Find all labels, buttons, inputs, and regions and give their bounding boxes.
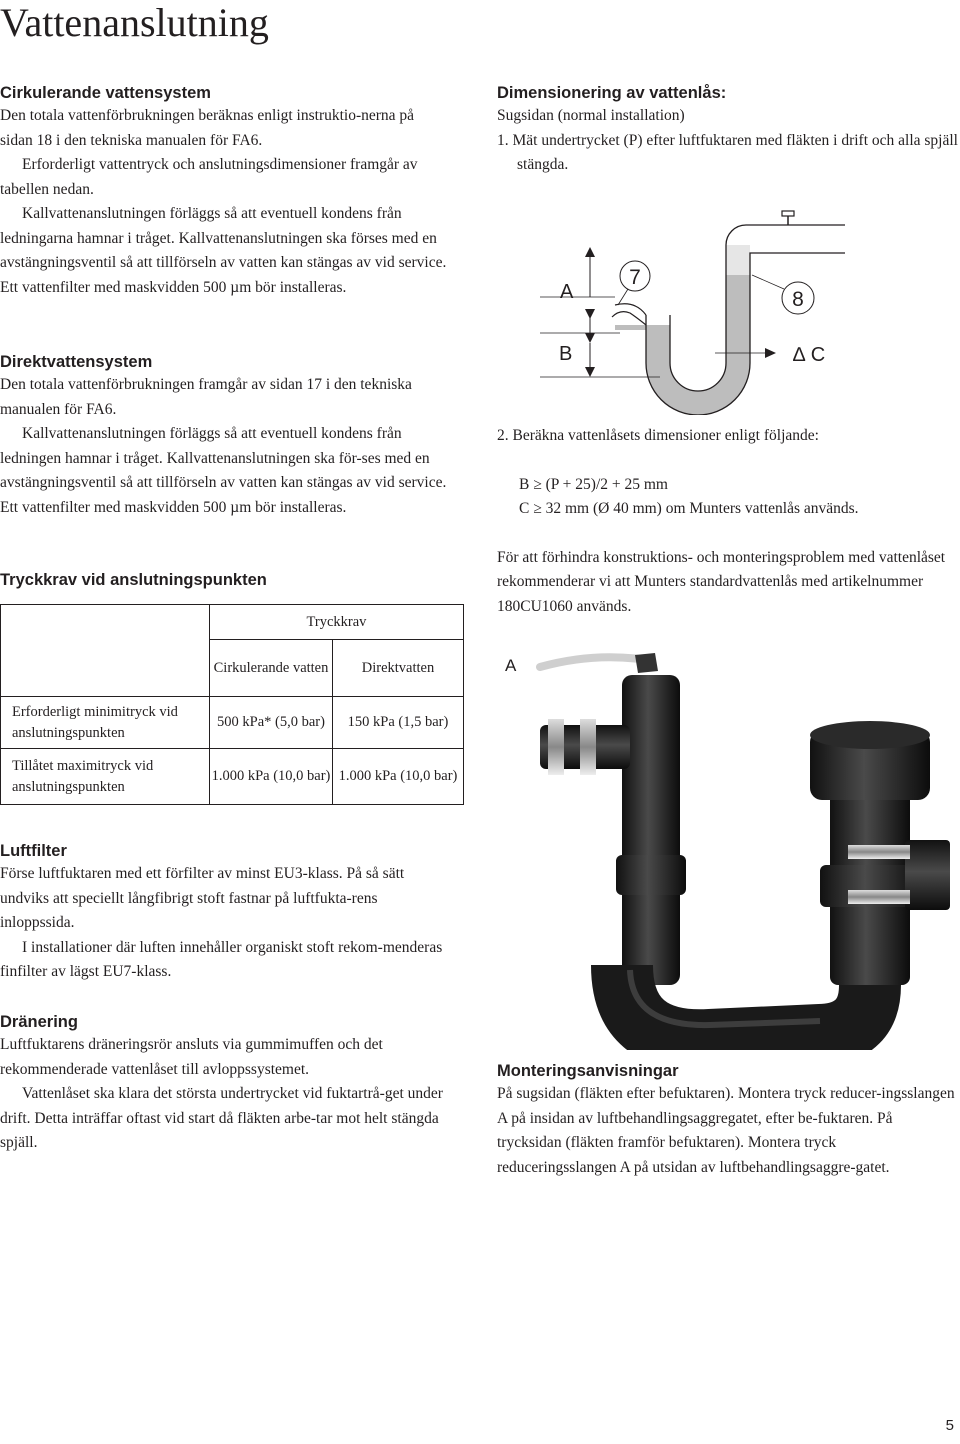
- table-group-header: Tryckkrav: [210, 605, 464, 640]
- table-cell: 1.000 kPa (10,0 bar): [210, 749, 333, 805]
- section-circulating: [0, 82, 450, 300]
- table-row-label: Erforderligt minimitryck vid anslutningspunkten: [1, 697, 210, 749]
- formula-c: C ≥ 32 mm (Ø 40 mm) om Munters vattenlås används.: [519, 500, 859, 517]
- table-cell: 150 kPa (1,5 bar): [333, 697, 464, 749]
- section-drain: [0, 1011, 450, 1156]
- trap-step-2: 2. Beräkna vattenlåsets dimensioner enligt följande:: [497, 427, 819, 444]
- drain-paragraph-2: Vattenlåset ska klara det största undertrycket vid fuktartrå-get under drift. Detta inträffar oftast vid start då fläkten arbe-tar mot helt stängda spjäll.: [0, 1085, 443, 1151]
- table-row-label: Tillåtet maximitryck vid anslutningspunkten: [1, 749, 210, 805]
- heading-mounting: Monteringsanvisningar: [497, 1062, 679, 1080]
- table-col-circulating: Cirkulerande vatten: [210, 640, 333, 697]
- water-trap-diagram: [540, 205, 860, 415]
- drain-paragraph-1: Luftfuktarens dräneringsrör ansluts via gummimuffen och det rekommenderade vattenlåset till avloppssystemet.: [0, 1036, 383, 1078]
- formula-b: B ≥ (P + 25)/2 + 25 mm: [519, 475, 668, 493]
- table-empty-corner: [1, 605, 210, 697]
- table-row: [1, 697, 464, 749]
- pressure-table: [0, 604, 464, 805]
- heading-drain: Dränering: [0, 1013, 78, 1031]
- heading-trap: Dimensionering av vattenlås:: [497, 84, 727, 102]
- water-trap-photo: [530, 635, 950, 1050]
- section-pressure: [0, 569, 450, 591]
- diagram-label-8: 8: [792, 288, 804, 311]
- table-cell: 500 kPa* (5,0 bar): [210, 697, 333, 749]
- section-filter: [0, 840, 450, 985]
- section-trap: [497, 82, 959, 178]
- heading-circulating: Cirkulerande vattensystem: [0, 84, 211, 102]
- diagram-label-a: A: [560, 281, 574, 303]
- direct-paragraph-2: Kallvattenanslutningen förläggs så att eventuell kondens från ledningen hamnar i tråget. Kallvattenanslutningen ska för-ses med en avstängningsventil så att tillförseln av vatten kan stängas av vid service. Ett vattenfilter med maskvidden 500 µm bör installeras.: [0, 425, 447, 516]
- trap-subheading: Sugsidan (normal installation): [497, 107, 685, 124]
- circ-paragraph-3: Kallvattenanslutningen förläggs så att eventuell kondens från ledningarna hamnar i tråget. Kallvattenanslutningen ska förses med en avstängningsventil så att tillförseln av vatten kan stängas av vid service. Ett vattenfilter med maskvidden 500 µm bör installeras.: [0, 205, 447, 296]
- filter-paragraph-1: Förse luftfuktaren med ett förfilter av minst EU3-klass. På så sätt undviks att speciellt långfibrigt stoft fastnar på luftfukta-rens inloppssida.: [0, 865, 405, 931]
- trap-step-1: 1. Mät undertrycket (P) efter luftfuktaren med fläkten i drift och alla spjäll stängda.: [497, 131, 958, 173]
- section-trap-calc: [497, 424, 959, 619]
- page-number: 5: [945, 1417, 954, 1434]
- table-cell: 1.000 kPa (10,0 bar): [333, 749, 464, 805]
- heading-filter: Luftfilter: [0, 842, 67, 860]
- photo-label-a: A: [505, 656, 517, 675]
- heading-pressure: Tryckkrav vid anslutningspunkten: [0, 571, 267, 589]
- trap-air: [726, 245, 750, 275]
- filter-paragraph-2: I installationer där luften innehåller organiskt stoft rekom-menderas finfilter av lägst EU7-klass.: [0, 938, 443, 980]
- trap-water: [615, 275, 750, 415]
- direct-paragraph-1: Den totala vattenförbrukningen framgår av sidan 17 i den tekniska manualen för FA6.: [0, 376, 412, 418]
- heading-direct: Direktvattensystem: [0, 353, 153, 371]
- section-mounting: [497, 1060, 959, 1180]
- diagram-label-delta-c: ∆ C: [793, 344, 826, 366]
- mounting-paragraph: På sugsidan (fläkten efter befuktaren). Montera tryck reducer-ingsslangen A på insidan av luftbehandlingsaggregatet, efter be-fuktaren. På trycksidan (fläkten framför befuktaren). Montera tryck reduceringsslangen A på utsidan av luftbehandlingsaggre-gatet.: [497, 1085, 955, 1176]
- page-title: Vattenanslutning: [0, 0, 269, 45]
- table-row: [1, 749, 464, 805]
- table-col-direct: Direktvatten: [333, 640, 464, 697]
- circ-paragraph-1: Den totala vattenförbrukningen beräknas enligt instruktio-nerna på sidan 18 i den tekniska manualen för FA6.: [0, 107, 415, 149]
- diagram-label-b: B: [559, 343, 573, 365]
- trap-standard-paragraph: För att förhindra konstruktions- och monteringsproblem med vattenlåset rekommenderar vi att Munters standardvattenlås med artikelnummer 180CU1060 används.: [497, 548, 946, 615]
- circ-paragraph-2: Erforderligt vattentryck och anslutningsdimensioner framgår av tabellen nedan.: [0, 156, 418, 198]
- section-direct: [0, 351, 450, 520]
- diagram-label-7: 7: [629, 266, 641, 289]
